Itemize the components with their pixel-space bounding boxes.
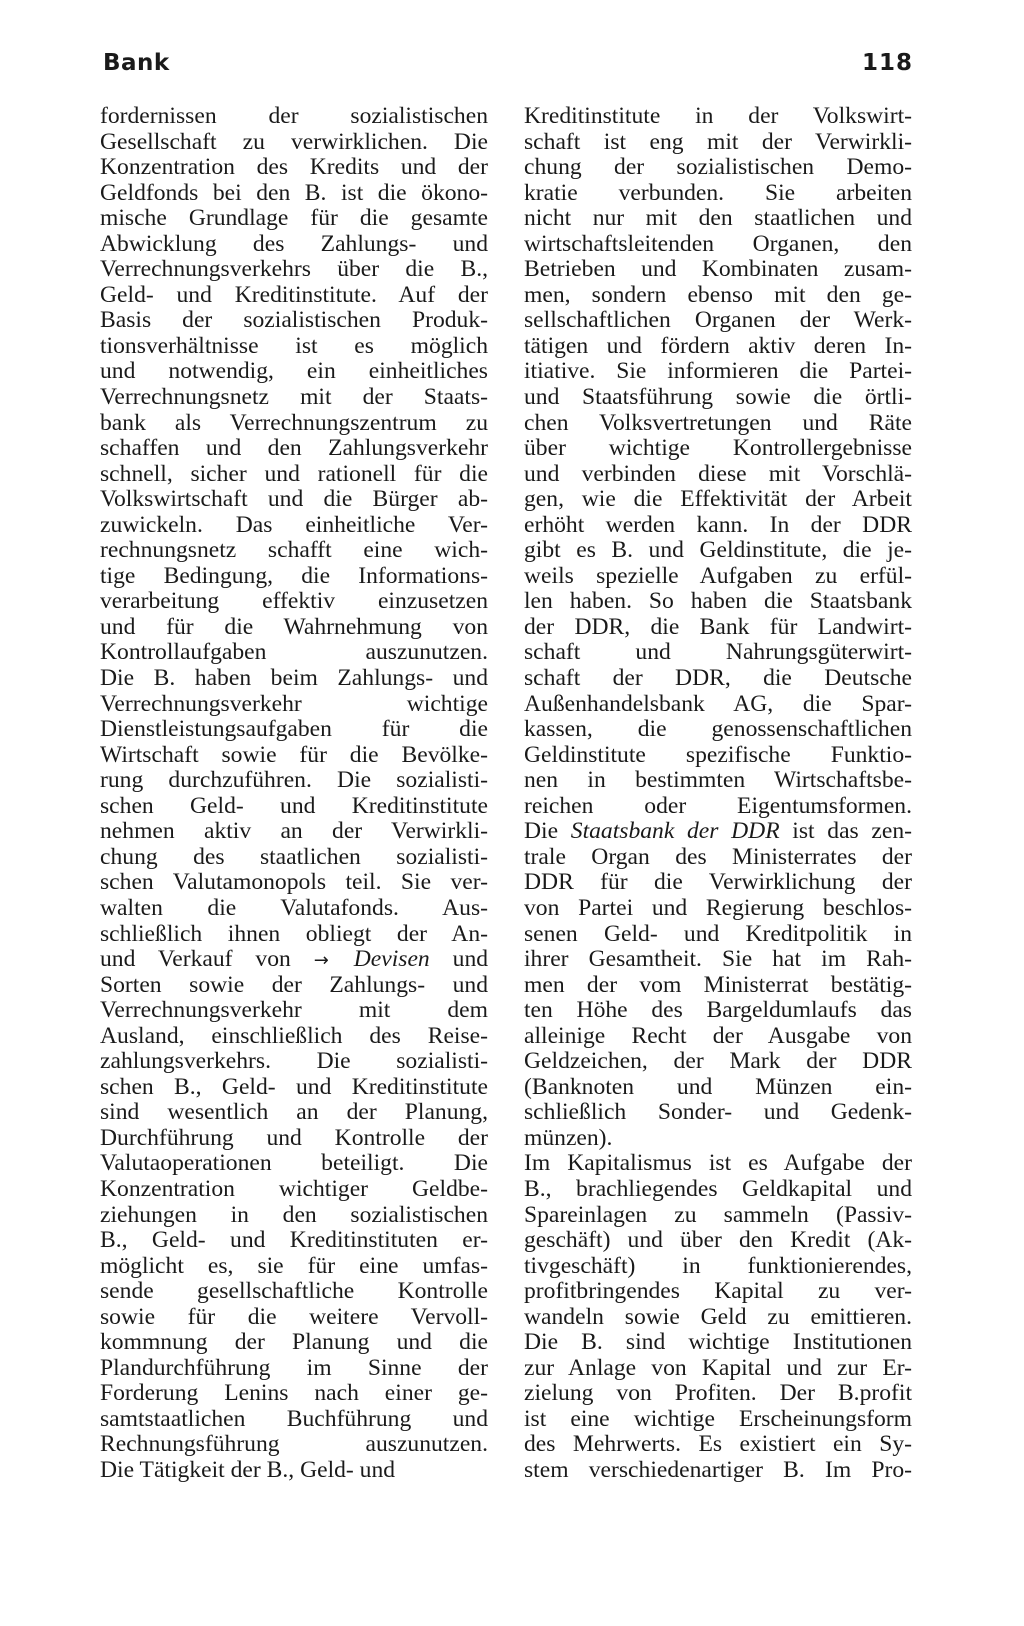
text-line: nicht nur mit den staatlichen und [524,205,912,232]
text-line: schaft ist eng mit der Verwirkli- [524,128,912,155]
text-line: Volkswirtschaft und die Bürger ab- [100,486,488,513]
text-line: gen, wie die Effektivität der Arbeit [524,486,912,513]
text-line: len haben. So haben die Staatsbank [524,588,912,615]
text-line: Geldzeichen, der Mark der DDR [524,1048,912,1075]
text-segment: und [452,946,489,973]
right-column [524,104,912,1484]
text-line: chen Volksvertretungen und Räte [524,409,912,436]
text-line: mische Grundlage für die gesamte [100,205,488,232]
text-line: Spareinlagen zu sammeln (Passiv- [524,1201,912,1228]
text-line: Konzentration wichtiger Geldbe- [100,1175,488,1202]
text-line: alleinige Recht der Ausgabe von [524,1022,912,1049]
text-line: men der vom Ministerrat bestätig- [524,971,912,998]
left-column [100,104,488,1484]
text-line: des Mehrwerts. Es existiert ein Sy- [524,1431,912,1458]
text-line: bank als Verrechnungszentrum zu [100,409,488,436]
text-line: kratie verbunden. Sie arbeiten [524,179,912,206]
text-line: ten Höhe des Bargeldumlaufs das [524,997,912,1024]
text-line: rechnungsnetz schafft eine wich- [100,537,488,564]
text-line: und notwendig, ein einheitliches [100,358,488,385]
text-line: geschäft) und über den Kredit (Ak- [524,1227,912,1254]
text-line: schen B., Geld- und Kreditinstitute [100,1073,488,1100]
text-line [524,819,912,845]
text-line: Im Kapitalismus ist es Aufgabe der [524,1150,912,1177]
text-line: von Partei und Regierung beschlos- [524,894,912,921]
text-line: und für die Wahrnehmung von [100,613,488,640]
text-line: ihrer Gesamtheit. Sie hat im Rah- [524,946,912,973]
text-line: Geld- und Kreditinstitute. Auf der [100,281,488,308]
text-line: Verrechnungsverkehr mit dem [100,997,488,1024]
text-line: sellschaftlichen Organen der Werk- [524,307,912,334]
page-number: 118 [862,50,914,76]
text-line: weils spezielle Aufgaben zu erfül- [524,562,912,589]
text-line: wandeln sowie Geld zu emittieren. [524,1303,912,1330]
text-line: Die B. haben beim Zahlungs- und [100,665,488,692]
text-line: Kreditinstitute in der Volkswirt- [524,103,912,129]
text-line: Verrechnungsverkehr wichtige [100,690,488,717]
text-line: Valutaoperationen beteiligt. Die [100,1150,488,1177]
text-line: sind wesentlich an der Planung, [100,1099,488,1126]
text-line: schen Valutamonopols teil. Sie ver- [100,869,488,896]
text-line: Ausland, einschließlich des Reise- [100,1022,488,1049]
text-line: schnell, sicher und rationell für die [100,460,488,487]
text-segment: Die [524,818,559,845]
text-line: zahlungsverkehrs. Die sozialisti- [100,1048,488,1075]
text-line: möglicht es, sie für eine umfas- [100,1252,488,1279]
text-line: men, sondern ebenso mit den ge- [524,281,912,308]
text-line [100,947,488,973]
text-line: itiative. Sie informieren die Partei- [524,358,912,385]
text-line: Außenhandelsbank AG, die Spar- [524,690,912,717]
text-line: über wichtige Kontrollergebnisse [524,435,912,462]
text-line: Die B. sind wichtige Institutionen [524,1329,912,1356]
text-line: zur Anlage von Kapital und zur Er- [524,1354,912,1381]
text-line: B., Geld- und Kreditinstituten er- [100,1227,488,1254]
cross-reference-devisen: Devisen [353,946,430,973]
text-line: reichen oder Eigentumsformen. [524,792,912,819]
text-line: erhöht werden kann. In der DDR [524,511,912,538]
text-line: der DDR, die Bank für Landwirt- [524,613,912,640]
text-line: samtstaatlichen Buchführung und [100,1405,488,1432]
text-line: schaffen und den Zahlungsverkehr [100,435,488,462]
text-line: Betrieben und Kombinaten zusam- [524,256,912,283]
text-line: sowie für die weitere Vervoll- [100,1303,488,1330]
text-line: Sorten sowie der Zahlungs- und [100,971,488,998]
text-line: nen in bestimmten Wirtschaftsbe- [524,767,912,794]
text-line: münzen). [524,1124,613,1151]
text-line: Plandurchführung im Sinne der [100,1354,488,1381]
text-line: (Banknoten und Münzen ein- [524,1073,912,1100]
text-line: trale Organ des Ministerrates der [524,843,912,870]
text-line: schließlich Sonder- und Gedenk- [524,1099,912,1126]
text-line: nehmen aktiv an der Verwirkli- [100,818,488,845]
text-line: wirtschaftsleitenden Organen, den [524,230,912,257]
text-line: Geldfonds bei den B. ist die ökono- [100,179,488,206]
text-line: schaft und Nahrungsgüterwirt- [524,639,912,666]
text-line: tige Bedingung, die Informations- [100,562,488,589]
text-line: Basis der sozialistischen Produk- [100,307,488,334]
text-line: und verbinden diese mit Vorschlä- [524,460,912,487]
text-line: tionsverhältnisse ist es möglich [100,332,488,359]
text-line: senen Geld- und Kreditpolitik in [524,920,912,947]
text-line: chung des staatlichen sozialisti- [100,843,488,870]
text-line: gibt es B. und Geldinstitute, die je- [524,537,912,564]
text-line: rung durchzuführen. Die sozialisti- [100,767,488,794]
text-line: profitbringendes Kapital zu ver- [524,1278,912,1305]
text-line: Abwicklung des Zahlungs- und [100,230,488,257]
text-line: DDR für die Verwirklichung der [524,869,912,896]
text-line: schen Geld- und Kreditinstitute [100,792,488,819]
text-line: ziehungen in den sozialistischen [100,1201,488,1228]
emphasis-staatsbank-der-ddr: Staatsbank der DDR [570,818,780,845]
text-line: zielung von Profiten. Der B.profit [524,1380,912,1407]
text-line: tätigen und fördern aktiv deren In- [524,332,912,359]
text-line: schaft der DDR, die Deutsche [524,665,912,692]
text-line: ist eine wichtige Erscheinungsform [524,1405,912,1432]
text-line: Kontrollaufgaben auszunutzen. [100,639,488,666]
running-header-word: Bank [103,50,170,76]
text-segment: ist das zen- [792,818,912,845]
cross-reference-arrow-icon: → [313,950,329,972]
text-line: Konzentration des Kredits und der [100,154,488,181]
text-line: zuwickeln. Das einheitliche Ver- [100,511,488,538]
text-line: kassen, die genossenschaftlichen [524,716,912,743]
text-line: Geldinstitute spezifische Funktio- [524,741,912,768]
text-line: Forderung Lenins nach einer ge- [100,1380,488,1407]
text-line: und Staatsführung sowie die örtli- [524,384,912,411]
text-line: Rechnungsführung auszunutzen. [100,1431,488,1458]
text-line: schließlich ihnen obliegt der An- [100,920,488,947]
text-line: Die Tätigkeit der B., Geld- und [100,1456,396,1483]
text-line: tivgeschäft) in funktionierendes, [524,1252,912,1279]
text-line: fordernissen der sozialistischen [100,103,488,129]
text-line: B., brachliegendes Geldkapital und [524,1175,912,1202]
text-line: Wirtschaft sowie für die Bevölke- [100,741,488,768]
text-line: Verrechnungsnetz mit der Staats- [100,384,488,411]
text-line: kommnung der Planung und die [100,1329,488,1356]
text-line: stem verschiedenartiger B. Im Pro- [524,1456,912,1483]
text-line: Dienstleistungsaufgaben für die [100,716,488,743]
text-line: walten die Valutafonds. Aus- [100,894,488,921]
text-line: Verrechnungsverkehrs über die B., [100,256,488,283]
text-segment: und Verkauf von [100,946,291,973]
text-line: Durchführung und Kontrolle der [100,1124,488,1151]
text-line: sende gesellschaftliche Kontrolle [100,1278,488,1305]
text-line: verarbeitung effektiv einzusetzen [100,588,488,615]
text-line: chung der sozialistischen Demo- [524,154,912,181]
text-line: Gesellschaft zu verwirklichen. Die [100,128,488,155]
